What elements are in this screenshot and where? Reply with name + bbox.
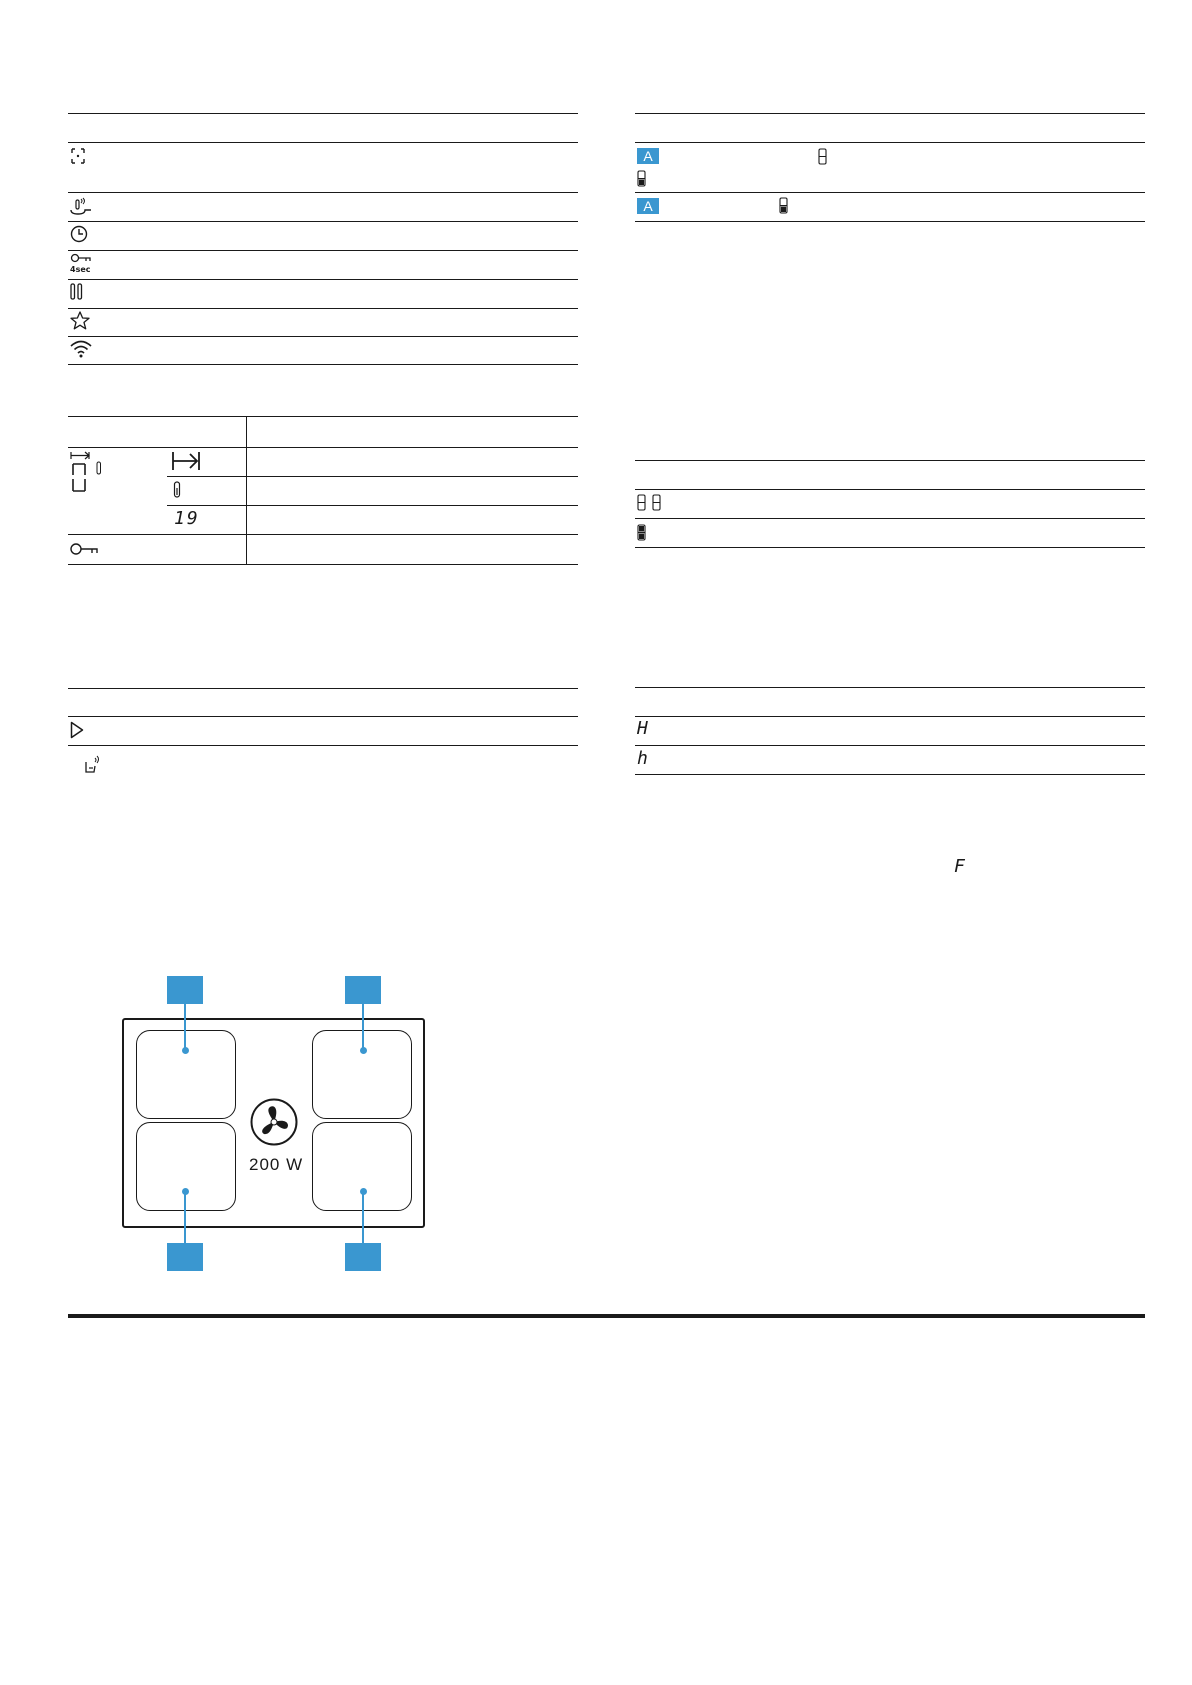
cooking-zone-front-left [136, 1030, 236, 1119]
right-table1-row-rule [635, 192, 1145, 193]
table1-top-rule [68, 113, 578, 114]
timer-arrow-digit-icon [70, 451, 108, 497]
fan-power-label: 200 W [249, 1155, 304, 1174]
table1-row-rule [68, 250, 578, 251]
play-icon [70, 721, 84, 739]
right-table3-header-rule [635, 716, 1145, 717]
hob-scan-icon [70, 148, 86, 164]
zone-indicator-icon [637, 170, 646, 187]
table1-row-rule [68, 192, 578, 193]
table2-row-rule [167, 505, 578, 506]
svg-text:4sec: 4sec [70, 265, 91, 274]
table2-top-rule [68, 416, 578, 417]
zone-marker [182, 1047, 189, 1054]
table1-bottom-rule [68, 364, 578, 365]
table1-row-rule [68, 308, 578, 309]
thermometer-icon [173, 481, 181, 499]
key-lock-icon [70, 542, 98, 556]
page-footer-rule [68, 1314, 1145, 1318]
double-zone-icon [637, 494, 663, 511]
right-table3-bottom-rule [635, 774, 1145, 775]
zone-indicator-icon [779, 197, 788, 214]
hood-connect-icon [84, 754, 102, 774]
table3-header-rule [68, 716, 578, 717]
callout-leader [184, 1192, 186, 1244]
zone-marker [360, 1047, 367, 1054]
table1-row-rule [68, 336, 578, 337]
right-table1-bottom-rule [635, 221, 1145, 222]
callout-leader [362, 1192, 364, 1244]
single-zone-icon [637, 524, 646, 541]
zone-callout-rear-right [345, 1243, 381, 1271]
zone-callout-rear-left [167, 1243, 203, 1271]
zone-callout-front-left [167, 976, 203, 1004]
zone-callout-front-right [345, 976, 381, 1004]
right-table3-top-rule [635, 687, 1145, 688]
callout-leader [362, 1004, 364, 1050]
table2-row-rule [68, 534, 578, 535]
right-table2-row-rule [635, 518, 1145, 519]
table3-row-rule [68, 745, 578, 746]
zone-marker [360, 1188, 367, 1195]
callout-leader [184, 1004, 186, 1050]
low-residual-heat-display: h [637, 748, 650, 769]
pause-icon [70, 283, 84, 301]
table1-row-rule [68, 279, 578, 280]
table2-bottom-rule [68, 564, 578, 565]
favourite-star-icon [70, 311, 90, 330]
table1-header-rule [68, 142, 578, 143]
high-residual-heat-display: H [637, 718, 650, 739]
right-table2-bottom-rule [635, 547, 1145, 548]
cooking-zone-rear-left [136, 1122, 236, 1211]
fault-code-display: F [954, 856, 967, 877]
right-table3-row-rule [635, 745, 1145, 746]
wifi-icon [70, 340, 92, 358]
seconds-display: 19 [174, 508, 200, 529]
timer-clock-icon [70, 225, 88, 243]
pan-thermometer-icon [70, 197, 92, 215]
status-badge-a: A [637, 198, 659, 214]
right-table2-top-rule [635, 460, 1145, 461]
table1-row-rule [68, 221, 578, 222]
table2-row-rule [167, 476, 578, 477]
table3-top-rule [68, 688, 578, 689]
hob-diagram [100, 970, 440, 1280]
fan-icon [250, 1098, 298, 1146]
key-lock-4sec-icon [70, 253, 92, 273]
timer-arrow-icon [172, 451, 200, 471]
table2-column-divider [246, 416, 247, 564]
status-badge-a: A [637, 148, 659, 164]
right-table2-header-rule [635, 489, 1145, 490]
zone-marker [182, 1188, 189, 1195]
right-table1-header-rule [635, 142, 1145, 143]
zone-indicator-icon [818, 148, 827, 165]
right-table1-top-rule [635, 113, 1145, 114]
table2-header-rule [68, 447, 578, 448]
